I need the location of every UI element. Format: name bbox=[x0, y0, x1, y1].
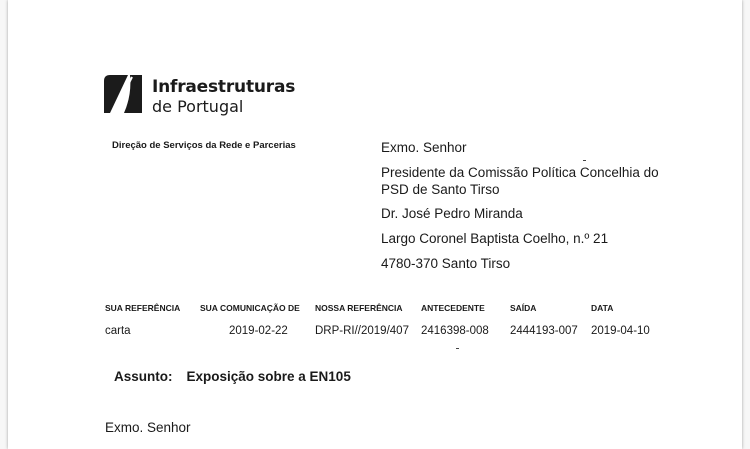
ref-value-nossa-referencia: DRP-RI//2019/407 bbox=[315, 325, 409, 337]
letterhead-logo bbox=[102, 73, 302, 117]
subject-label: Assunto: bbox=[114, 369, 173, 384]
department-name: Direção de Serviços da Rede e Parcerias bbox=[112, 140, 296, 151]
ref-header-sua-referencia: SUA REFERÊNCIA bbox=[105, 303, 181, 313]
ref-header-data: DATA bbox=[591, 303, 614, 313]
recipient-title-line2: PSD de Santo Tirso bbox=[381, 182, 500, 197]
recipient-title-line1: Presidente da Comissão Política Concelhia do bbox=[381, 165, 659, 180]
recipient-postal: 4780-370 Santo Tirso bbox=[381, 256, 511, 271]
org-name-line2: de Portugal bbox=[152, 97, 244, 116]
ref-value-sua-referencia: carta bbox=[105, 325, 131, 337]
ref-header-sua-comunicacao: SUA COMUNICAÇÃO DE bbox=[200, 303, 300, 313]
scan-speck bbox=[583, 160, 586, 161]
ref-value-sua-comunicacao: 2019-02-22 bbox=[229, 325, 288, 337]
ref-value-saida: 2444193-007 bbox=[510, 325, 578, 337]
recipient-street: Largo Coronel Baptista Coelho, n.º 21 bbox=[381, 231, 609, 246]
org-name-line1: Infraestruturas bbox=[152, 77, 296, 97]
letter-page bbox=[8, 0, 742, 449]
subject-line bbox=[114, 369, 351, 384]
recipient-salutation: Exmo. Senhor bbox=[381, 140, 467, 155]
ref-value-data: 2019-04-10 bbox=[591, 325, 650, 337]
ref-header-antecedente: ANTECEDENTE bbox=[421, 303, 485, 313]
ref-header-saida: SAÍDA bbox=[510, 303, 537, 313]
ref-header-nossa-referencia: NOSSA REFERÊNCIA bbox=[315, 303, 403, 313]
body-greeting: Exmo. Senhor bbox=[105, 420, 191, 435]
recipient-name: Dr. José Pedro Miranda bbox=[381, 206, 523, 221]
ip-logo-mark-icon bbox=[102, 73, 144, 115]
ref-value-antecedente: 2416398-008 bbox=[421, 325, 489, 337]
scan-speck bbox=[456, 348, 459, 349]
subject-text: Exposição sobre a EN105 bbox=[186, 369, 351, 384]
